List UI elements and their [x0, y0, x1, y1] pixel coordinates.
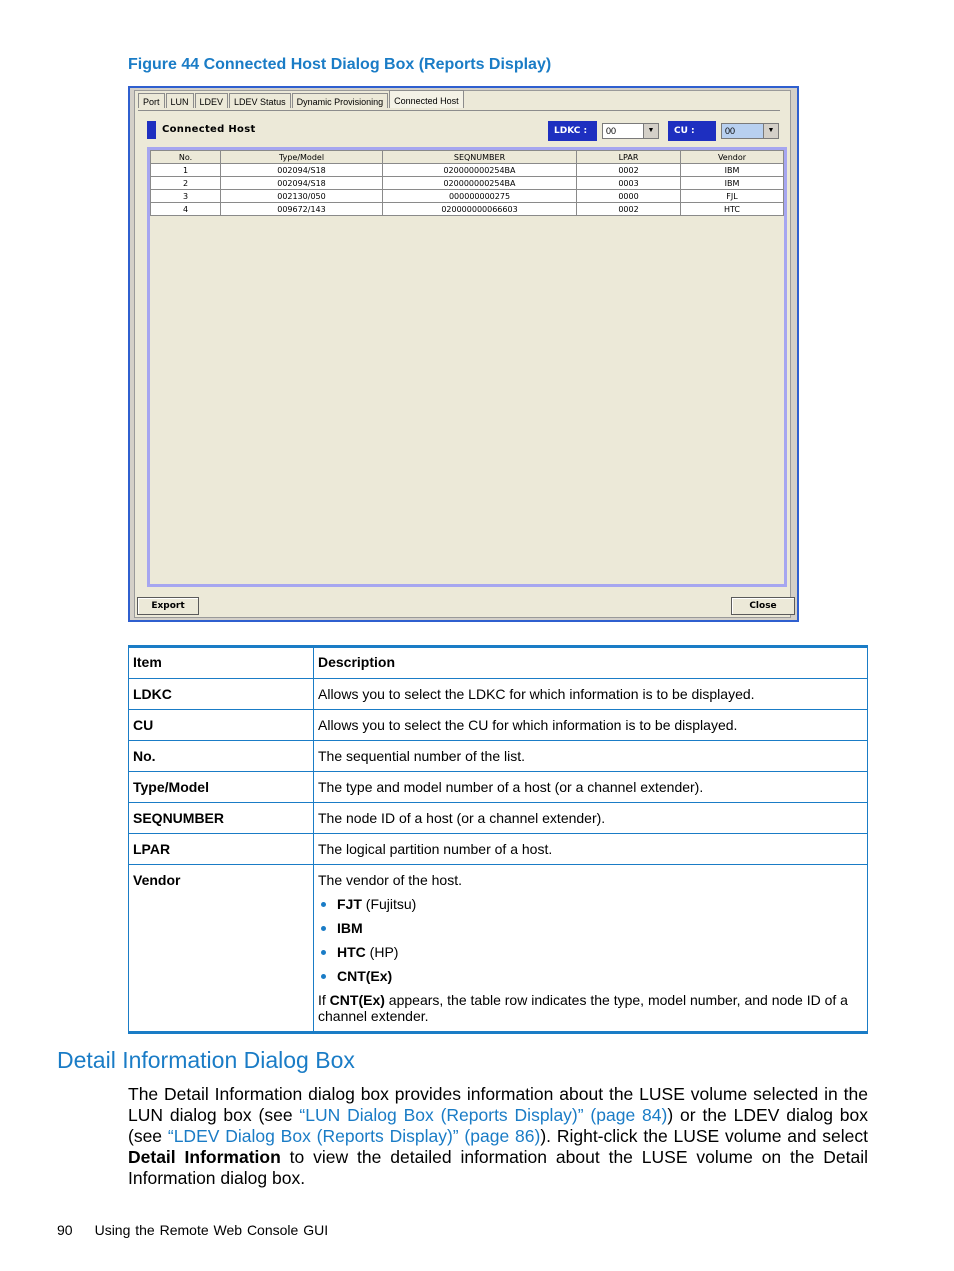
description-cell: The sequential number of the list. [314, 741, 868, 772]
item-cell: CU [129, 710, 314, 741]
item-cell: Vendor [129, 865, 314, 1033]
section-heading: Detail Information Dialog Box [57, 1047, 355, 1073]
lun-dialog-link[interactable]: “LUN Dialog Box (Reports Display)” (page 84) [299, 1105, 668, 1125]
item-cell: LDKC [129, 679, 314, 710]
grid-cell: 002094/S18 [221, 177, 383, 190]
export-button[interactable]: Export [137, 597, 199, 615]
dialog-body [134, 90, 791, 618]
table-row[interactable] [151, 177, 784, 190]
close-button[interactable]: Close [731, 597, 795, 615]
grid-cell: 1 [151, 164, 221, 177]
ldkc-label: LDKC : [548, 121, 597, 141]
vendor-code: IBM [337, 920, 363, 936]
grid-cell: 002130/050 [221, 190, 383, 203]
vendor-detail: (Fujitsu) [361, 896, 417, 912]
table-row [129, 679, 868, 710]
grid-cell: IBM [681, 164, 784, 177]
table-row [129, 834, 868, 865]
table-row [129, 741, 868, 772]
table-header-row [129, 647, 868, 679]
grid-cell: 020000000066603 [383, 203, 577, 216]
table-row [129, 772, 868, 803]
section-title: Connected Host [162, 124, 256, 135]
table-row-vendor [129, 865, 868, 1033]
connected-host-grid [147, 147, 787, 587]
grid-cell: 020000000254BA [383, 164, 577, 177]
page-footer [57, 1222, 328, 1238]
grid-cell: 0003 [577, 177, 681, 190]
grid-header-row [151, 151, 784, 164]
list-item [318, 920, 863, 936]
tab-port[interactable]: Port [138, 93, 165, 108]
table-row [129, 803, 868, 834]
figure-caption: Figure 44 Connected Host Dialog Box (Reports Display) [128, 56, 552, 73]
vendor-code: FJT [337, 896, 362, 912]
grid-cell: 2 [151, 177, 221, 190]
item-cell: SEQNUMBER [129, 803, 314, 834]
grid-cell: FJL [681, 190, 784, 203]
list-item [318, 896, 863, 912]
grid-header-no[interactable]: No. [151, 151, 221, 164]
vendor-code: CNT(Ex) [337, 968, 393, 984]
note-text: If [318, 992, 330, 1008]
item-cell: LPAR [129, 834, 314, 865]
cu-select[interactable] [721, 123, 779, 139]
grid-header-seqnumber[interactable]: SEQNUMBER [383, 151, 577, 164]
page-number: 90 [57, 1222, 73, 1238]
cu-select-value: 00 [725, 126, 736, 136]
grid-cell: 0002 [577, 164, 681, 177]
list-item [318, 968, 863, 984]
tab-dynamic-provisioning[interactable]: Dynamic Provisioning [292, 93, 389, 108]
table-row[interactable] [151, 190, 784, 203]
tab-ldev-status[interactable]: LDEV Status [229, 93, 291, 108]
description-cell: The logical partition number of a host. [314, 834, 868, 865]
grid-cell: 3 [151, 190, 221, 203]
header-description: Description [314, 647, 868, 679]
table-row[interactable] [151, 164, 784, 177]
tab-lun[interactable]: LUN [166, 93, 194, 108]
grid-cell: 0002 [577, 203, 681, 216]
footer-text: Using the Remote Web Console GUI [94, 1222, 329, 1238]
grid-header-lpar[interactable]: LPAR [577, 151, 681, 164]
list-item [318, 944, 863, 960]
table-row[interactable] [151, 203, 784, 216]
header-item: Item [129, 647, 314, 679]
grid-cell: HTC [681, 203, 784, 216]
tab-strip [138, 93, 465, 111]
grid-cell: IBM [681, 177, 784, 190]
detail-information-term: Detail Information [128, 1147, 281, 1167]
description-cell: Allows you to select the CU for which information is to be displayed. [314, 710, 868, 741]
item-description-table [128, 645, 868, 1034]
cu-label: CU : [668, 121, 716, 141]
note-code: CNT(Ex) [329, 992, 385, 1008]
section-paragraph [128, 1084, 868, 1189]
section-marker-icon [147, 121, 156, 139]
description-cell: Allows you to select the LDKC for which information is to be displayed. [314, 679, 868, 710]
paragraph-text: The Detail Information dialog box provides information about the LUSE volume selected in the LUN dialog box (see [128, 1084, 868, 1125]
grid-cell: 002094/S18 [221, 164, 383, 177]
ldkc-select-value: 00 [606, 126, 617, 136]
grid-cell: 0000 [577, 190, 681, 203]
item-cell: No. [129, 741, 314, 772]
description-cell: The node ID of a host (or a channel extender). [314, 803, 868, 834]
description-cell: The type and model number of a host (or a channel extender). [314, 772, 868, 803]
grid-cell: 4 [151, 203, 221, 216]
ldev-dialog-link[interactable]: “LDEV Dialog Box (Reports Display)” (page 86) [167, 1126, 541, 1146]
table-row [129, 710, 868, 741]
vendor-code: HTC [337, 944, 366, 960]
grid-cell: 020000000254BA [383, 177, 577, 190]
ldkc-select[interactable] [602, 123, 659, 139]
chevron-down-icon[interactable]: ▼ [763, 124, 778, 138]
vendor-note [318, 992, 863, 1024]
paragraph-text: ) or the LDEV dialog box (see [128, 1105, 869, 1146]
description-cell [314, 865, 868, 1033]
item-cell: Type/Model [129, 772, 314, 803]
vendor-detail: (HP) [365, 944, 399, 960]
note-text: appears, the table row indicates the type, model number, and node ID of a channel extender. [318, 992, 848, 1024]
grid-header-type-model[interactable]: Type/Model [221, 151, 383, 164]
paragraph-text: to view the detailed information about the LUSE volume on the Detail Information dialog box. [128, 1147, 868, 1188]
chevron-down-icon[interactable]: ▼ [643, 124, 658, 138]
grid-header-vendor[interactable]: Vendor [681, 151, 784, 164]
vendor-list [318, 896, 863, 984]
grid-cell: 009672/143 [221, 203, 383, 216]
vendor-intro: The vendor of the host. [318, 872, 462, 888]
connected-host-dialog-screenshot [128, 86, 799, 622]
tab-connected-host[interactable]: Connected Host [389, 90, 464, 108]
tab-divider [138, 110, 780, 111]
paragraph-text: ). Right-click the LUSE volume and select [540, 1126, 869, 1146]
grid-cell: 000000000275 [383, 190, 577, 203]
tab-ldev[interactable]: LDEV [195, 93, 229, 108]
